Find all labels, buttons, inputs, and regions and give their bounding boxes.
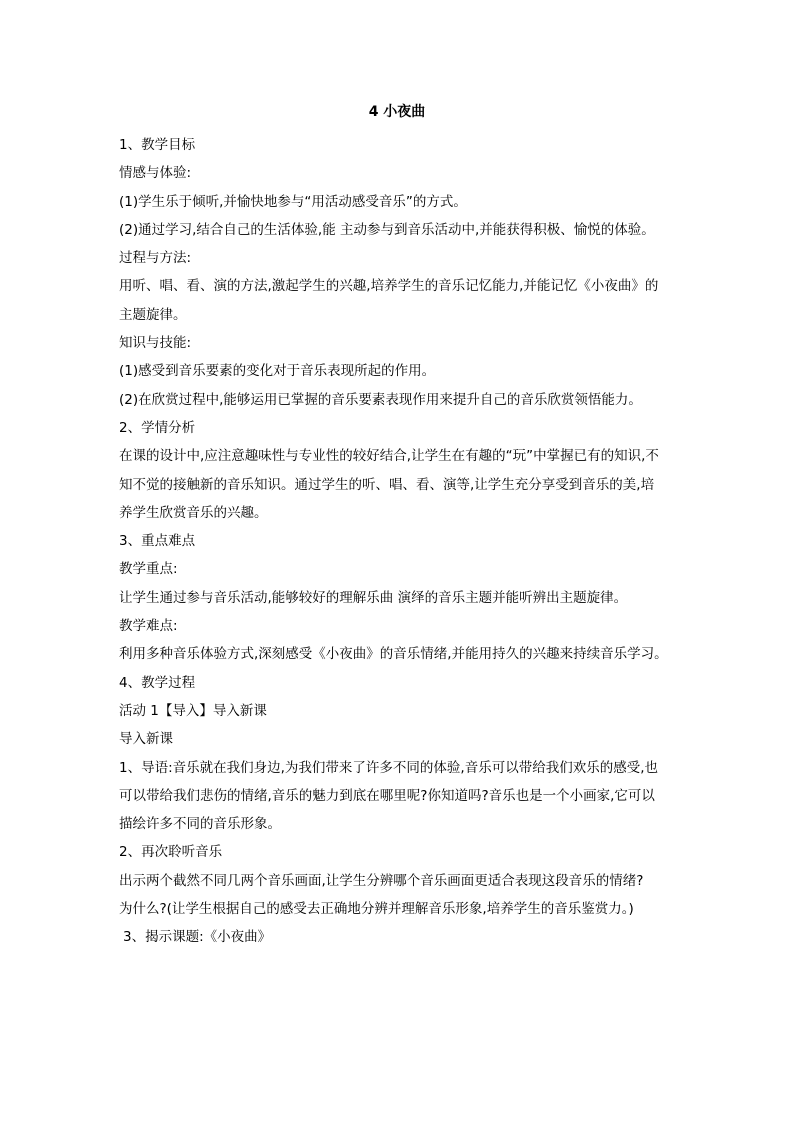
subheading-emotion: 情感与体验: xyxy=(119,165,192,182)
paragraph-line: 利用多种音乐体验方式,深刻感受《小夜曲》的音乐情绪,并能用持久的兴趣来持续音乐学习。 xyxy=(119,646,668,663)
paragraph-line: 养学生欣赏音乐的兴趣。 xyxy=(119,504,268,521)
paragraph-line: (1)学生乐于倾听,并愉快地参与“用活动感受音乐”的方式。 xyxy=(119,193,467,210)
activity-heading: 活动 1【导入】导入新课 xyxy=(119,702,267,719)
paragraph-line: (2)通过学习,结合自己的生活体验,能 主动参与到音乐活动中,并能获得积极、愉悦的体验。 xyxy=(119,221,655,238)
paragraph-line: 描绘许多不同的音乐形象。 xyxy=(119,816,281,833)
subheading-difficulty: 教学难点: xyxy=(119,618,178,635)
step-heading-listen: 2、再次聆听音乐 xyxy=(119,844,223,861)
document-title: 4 小夜曲 xyxy=(368,104,426,120)
paragraph-line: 知不觉的接触新的音乐知识。通过学生的听、唱、看、演等,让学生充分享受到音乐的美,培 xyxy=(119,476,655,493)
paragraph-line: (2)在欣赏过程中,能够运用已掌握的音乐要素表现作用来提升自己的音乐欣赏领悟能力。 xyxy=(119,391,642,408)
section-heading-process: 4、教学过程 xyxy=(119,674,196,691)
section-heading-key-points: 3、重点难点 xyxy=(119,533,196,550)
paragraph-line: 在课的设计中,应注意趣味性与专业性的较好结合,让学生在有趣的“玩”中掌握已有的知识,不 xyxy=(119,448,659,465)
subheading-intro: 导入新课 xyxy=(119,731,173,748)
paragraph-line: 出示两个截然不同几两个音乐画面,让学生分辨哪个音乐画面更适合表现这段音乐的情绪? xyxy=(119,872,644,889)
paragraph-line: 可以带给我们悲伤的情绪,音乐的魅力到底在哪里呢?你知道吗?音乐也是一个小画家,它可以 xyxy=(119,787,655,804)
paragraph-line: 用听、唱、看、演的方法,激起学生的兴趣,培养学生的音乐记忆能力,并能记忆《小夜曲》的 xyxy=(119,278,659,295)
subheading-knowledge: 知识与技能: xyxy=(119,335,192,352)
paragraph-line: 为什么?(让学生根据自己的感受去正确地分辨并理解音乐形象,培养学生的音乐鉴赏力。) xyxy=(119,901,634,918)
paragraph-line: 让学生通过参与音乐活动,能够较好的理解乐曲 演绎的音乐主题并能听辨出主题旋律。 xyxy=(119,589,628,606)
section-heading-analysis: 2、学情分析 xyxy=(119,419,196,436)
document-body xyxy=(119,131,679,952)
paragraph-line: 1、导语:音乐就在我们身边,为我们带来了许多不同的体验,音乐可以带给我们欢乐的感受,也 xyxy=(119,759,659,776)
step-heading-topic: 3、揭示课题:《小夜曲》 xyxy=(123,929,272,946)
subheading-process: 过程与方法: xyxy=(119,250,192,267)
paragraph-line: (1)感受到音乐要素的变化对于音乐表现所起的作用。 xyxy=(119,363,436,380)
section-heading-objectives: 1、教学目标 xyxy=(119,137,196,153)
paragraph-line: 主题旋律。 xyxy=(119,306,187,323)
subheading-focus: 教学重点: xyxy=(119,561,178,578)
